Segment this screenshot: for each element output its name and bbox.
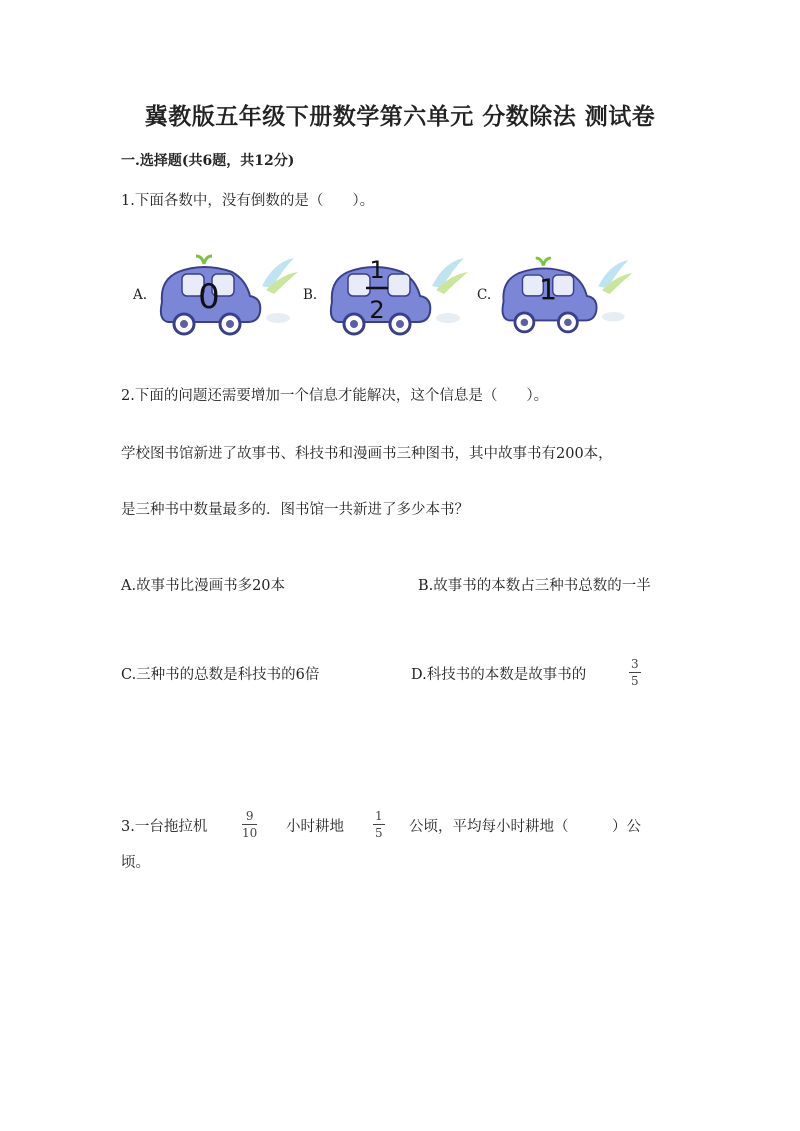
- section-heading: 一.选择题(共6题，共12分): [121, 153, 295, 169]
- q2-passage-line2: 是三种书中数量最多的．图书馆一共新进了多少本书？: [121, 502, 469, 518]
- fraction-numerator: 1: [375, 809, 383, 823]
- q1-option-b-label: B.: [303, 287, 318, 303]
- fraction-denominator: 5: [631, 674, 639, 688]
- fraction-numerator: 3: [631, 657, 639, 671]
- q3-part2: 小时耕地: [286, 819, 344, 835]
- speed-lines-icon: [262, 258, 298, 323]
- car-c-number: 1: [539, 273, 558, 307]
- q3-fraction-2: [373, 810, 385, 839]
- q3-line2: 顷。: [121, 855, 150, 871]
- sprout-icon: [196, 256, 212, 264]
- q2-passage-line1: 学校图书馆新进了故事书、科技书和漫画书三种图书，其中故事书有200本，: [121, 446, 613, 462]
- car-b-numerator: 1: [369, 256, 385, 284]
- car-a-number: 0: [198, 277, 220, 317]
- q2-option-b: B.故事书的本数占三种书总数的一半: [418, 578, 651, 594]
- car-b-denominator: 2: [369, 296, 385, 324]
- fraction-numerator: 9: [245, 809, 254, 823]
- speed-lines-icon: [432, 258, 468, 323]
- sprout-icon: [536, 258, 551, 266]
- q2-option-d: D.科技书的本数是故事书的: [411, 667, 587, 683]
- q1-stem: 1.下面各数中，没有倒数的是（ ）。: [121, 193, 375, 209]
- q1-option-c-label: C.: [477, 287, 492, 303]
- q3-part1: 3.一台拖拉机: [121, 819, 208, 835]
- car-a-image: [154, 252, 302, 336]
- speed-lines-icon: [598, 260, 632, 321]
- q3-part3: 公顷，平均每小时耕地（ ）公: [409, 819, 641, 835]
- q2-option-c: C.三种书的总数是科技书的6倍: [121, 667, 320, 683]
- q1-option-a-label: A.: [133, 287, 148, 303]
- page-title: 冀教版五年级下册数学第六单元 分数除法 测试卷: [144, 103, 656, 130]
- q2-option-d-fraction: [629, 658, 641, 687]
- q2-option-a: A.故事书比漫画书多20本: [121, 578, 286, 594]
- car-c-image: [496, 254, 636, 334]
- q2-stem: 2.下面的问题还需要增加一个信息才能解决，这个信息是（ ）。: [121, 388, 549, 404]
- car-b-image: [324, 252, 472, 336]
- q3-fraction-1: [242, 810, 257, 839]
- fraction-denominator: 10: [242, 826, 258, 840]
- fraction-denominator: 5: [375, 826, 383, 840]
